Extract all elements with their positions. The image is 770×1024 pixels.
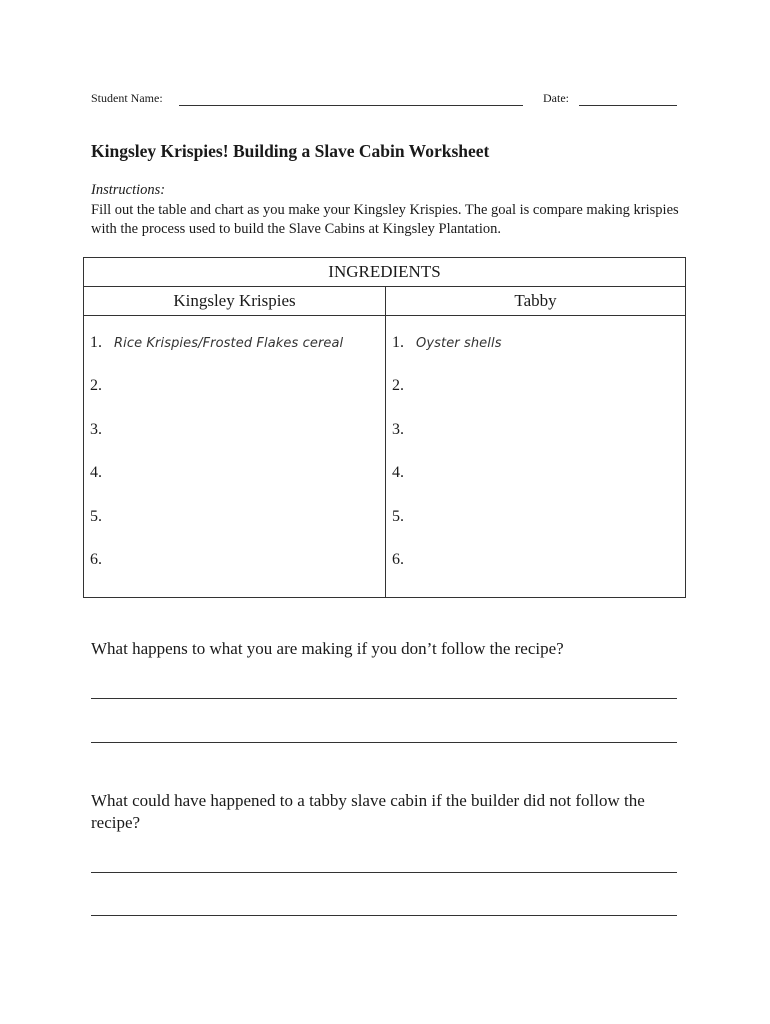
list-item[interactable]: 1. Rice Krispies/Frosted Flakes cereal [90, 334, 344, 351]
list-item[interactable]: 6. [90, 550, 102, 568]
list-item[interactable]: 6. [392, 550, 404, 568]
list-item[interactable]: 4. [90, 464, 102, 482]
student-name-label: Student Name: [91, 91, 163, 105]
column-divider [385, 315, 386, 598]
list-item[interactable]: 5. [90, 507, 102, 525]
student-name-field[interactable] [179, 105, 523, 106]
handwritten-entry: Rice Krispies/Frosted Flakes cereal [114, 336, 344, 351]
question-1: What happens to what you are making if you don’t follow the recipe? [91, 639, 564, 658]
instructions-label: Instructions: [91, 182, 166, 198]
krispies-ingredient-list [90, 334, 382, 594]
date-label: Date: [543, 91, 569, 105]
list-item[interactable]: 5. [392, 507, 404, 525]
list-item[interactable]: 4. [392, 464, 404, 482]
column-header-kingsley-krispies: Kingsley Krispies [84, 287, 386, 316]
student-header [91, 91, 677, 111]
tabby-ingredient-list [392, 334, 682, 594]
answer-line[interactable] [91, 698, 677, 699]
page-title: Kingsley Krispies! Building a Slave Cabin Worksheet [91, 141, 490, 161]
ingredients-table [83, 257, 686, 598]
answer-line[interactable] [91, 742, 677, 743]
list-item[interactable]: 3. [392, 420, 404, 438]
date-field[interactable] [579, 105, 677, 106]
handwritten-entry: Oyster shells [416, 336, 502, 351]
list-item[interactable]: 2. [392, 377, 404, 395]
ingredients-table-title: INGREDIENTS [84, 258, 685, 287]
question-2: What could have happened to a tabby slave cabin if the builder did not follow the recipe? [91, 791, 645, 832]
list-item[interactable]: 1. Oyster shells [392, 334, 502, 351]
instructions-text: Fill out the table and chart as you make your Kingsley Krispies. The goal is compare making krispies with the process used to build the Slave Cabins at Kingsley Plantation. [91, 202, 679, 237]
answer-line[interactable] [91, 915, 677, 916]
list-item[interactable]: 3. [90, 420, 102, 438]
column-header-tabby: Tabby [386, 287, 685, 316]
answer-line[interactable] [91, 872, 677, 873]
list-item[interactable]: 2. [90, 377, 102, 395]
